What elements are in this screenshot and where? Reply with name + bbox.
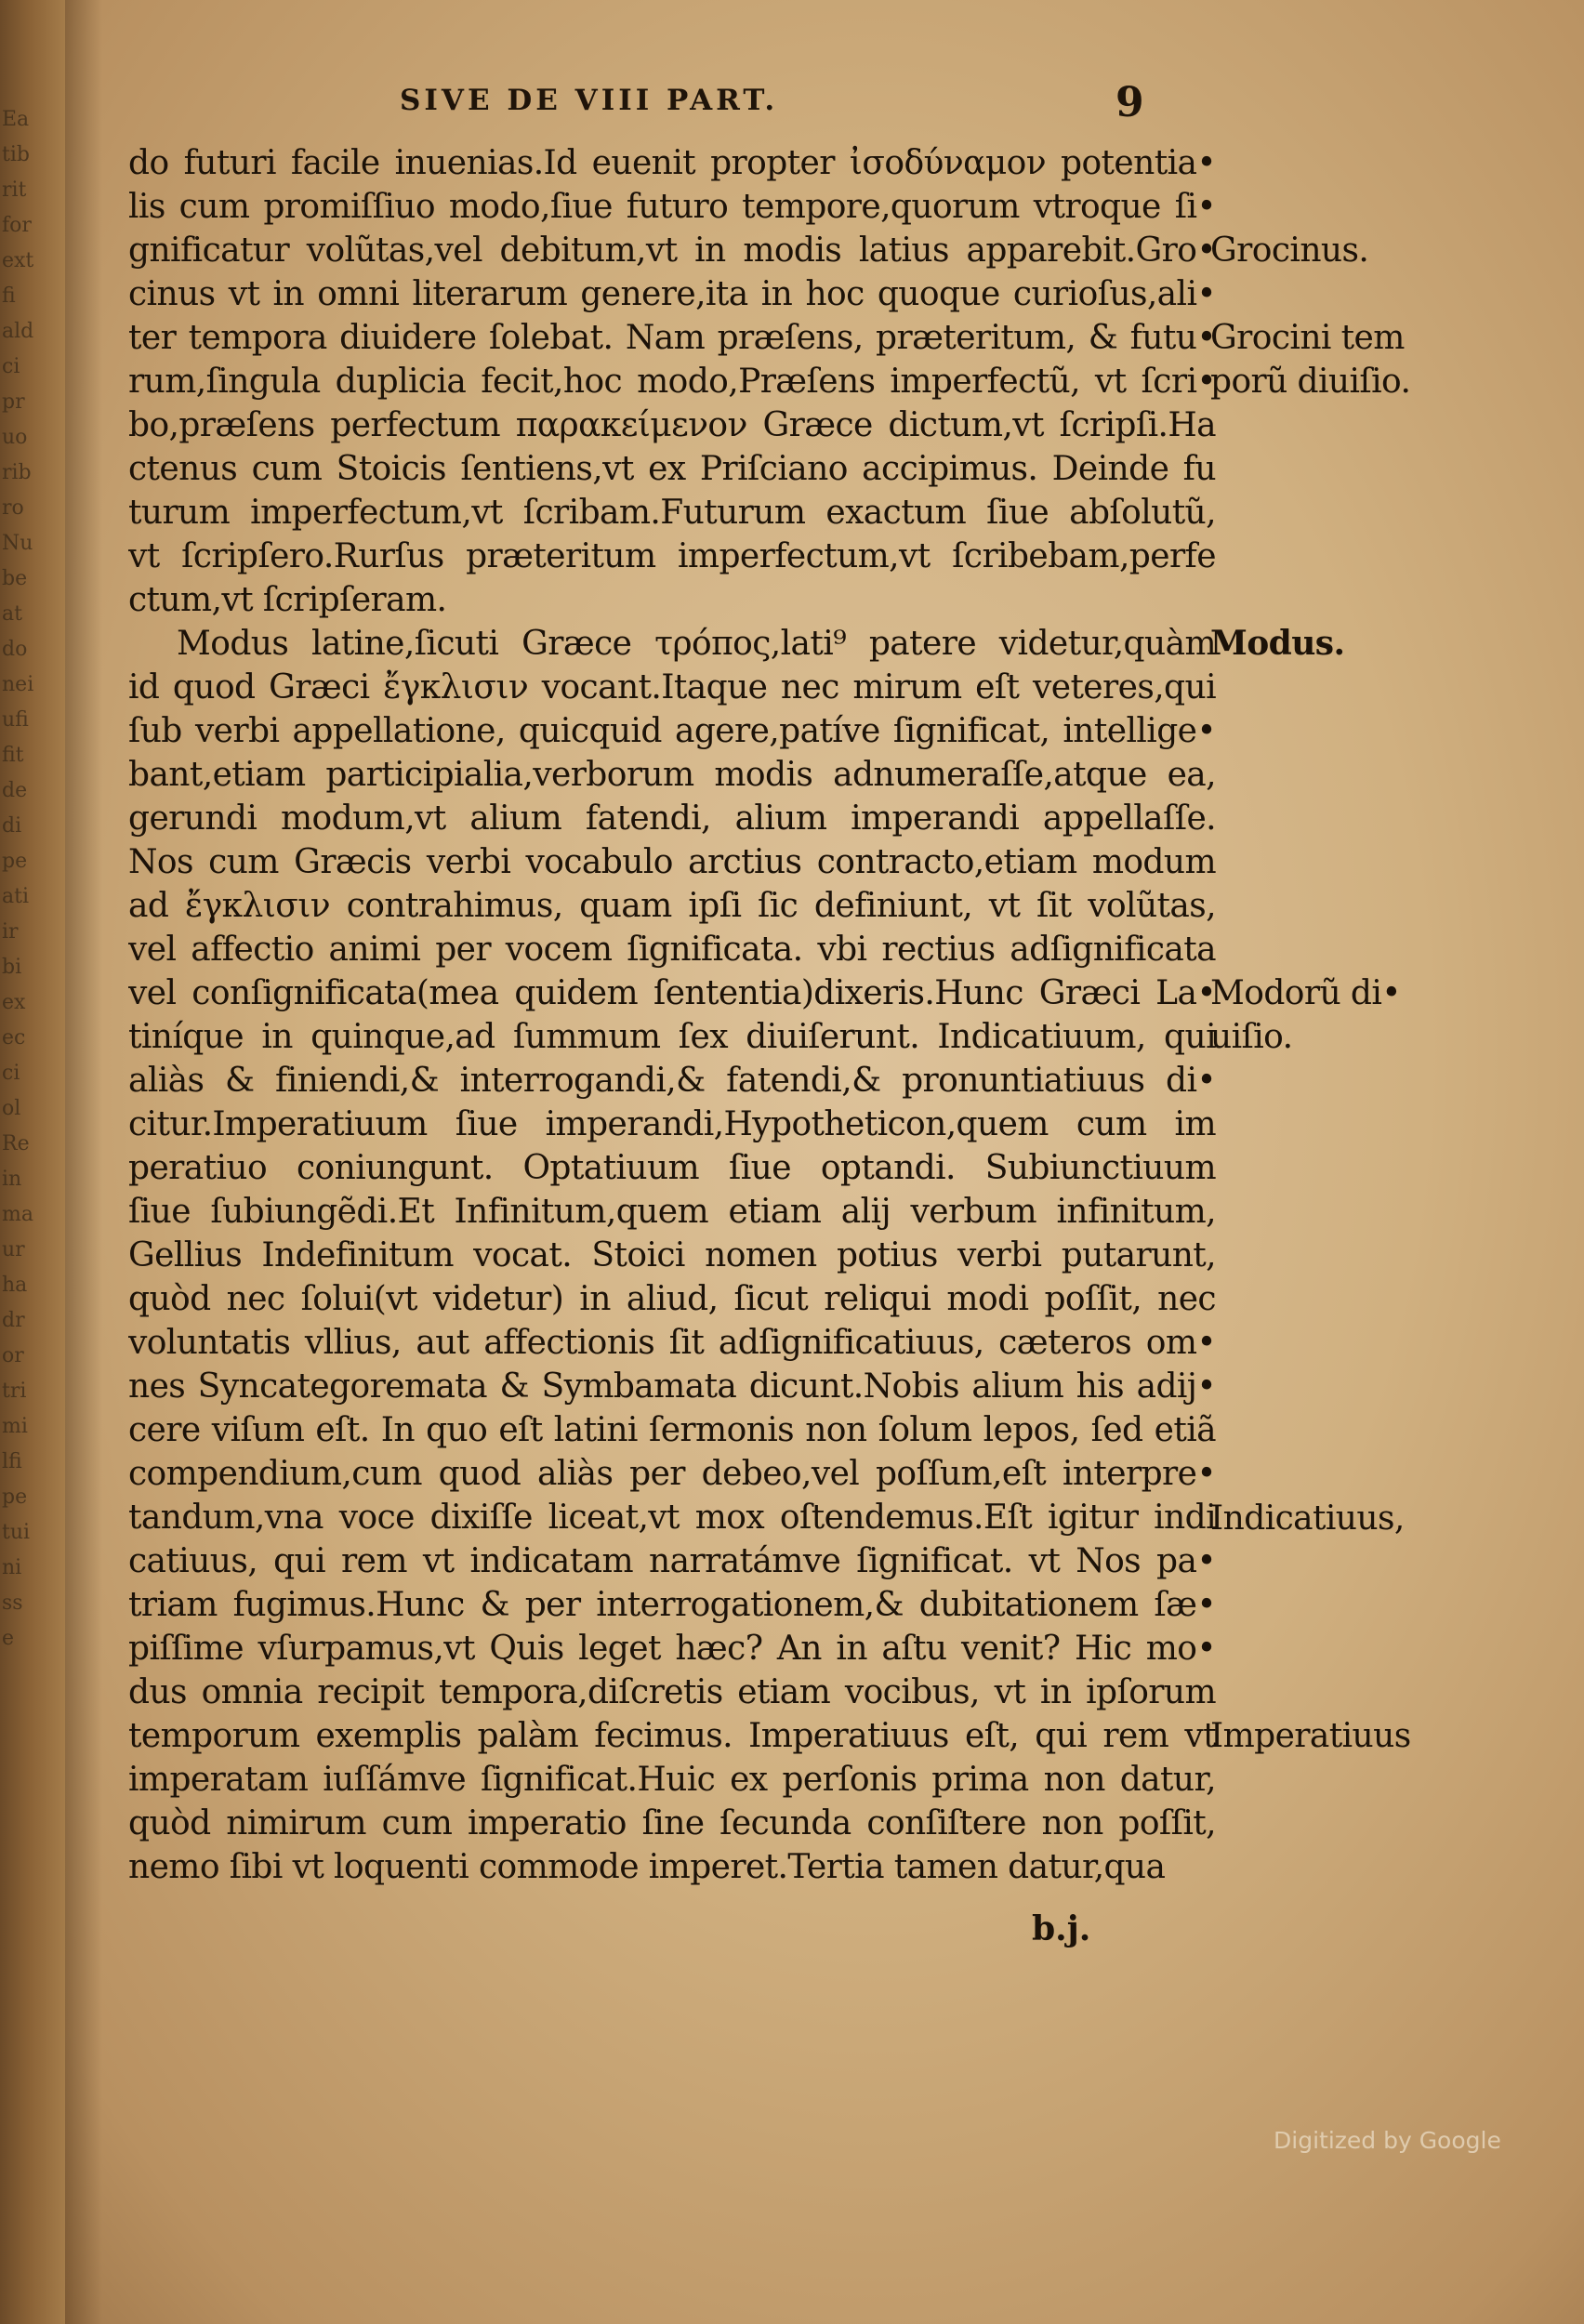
text-line: catiuus, qui rem vt indicatam narratámve ſignificat. vt Nos pa• [128,1542,1216,1580]
bleed-fragment: tib [2,143,30,166]
text-line: dus omnia recipit tempora,diſcretis etiam vocibus, vt in ipſorum [128,1673,1216,1711]
text-line: Modus latine,ſicuti Græce τρόπος,lati⁹ patere videtur,quàm [177,625,1216,663]
bleed-fragment: ufi [2,708,29,732]
bleed-fragment: lfi [2,1450,22,1473]
main-text-block [128,141,1216,1889]
bleed-fragment: ext [2,249,33,272]
text-line: ad ἔγκλισιν contrahimus, quam ipſi ſic definiunt, vt ſit volũtas, [128,887,1216,925]
margin-note-modorum-2: uiſio. [1210,1018,1293,1056]
bleed-fragment: bi [2,956,22,979]
bleed-fragment: Re [2,1132,30,1155]
text-line: vel affectio animi per vocem ſignificata. vbi rectius adſignificata [128,931,1216,969]
bleed-fragment: ol [2,1097,21,1120]
margin-note-imperatiuus: Imperatiuus [1210,1717,1411,1755]
bleed-fragment: tui [2,1521,31,1544]
bleed-fragment: in [2,1168,22,1191]
text-line: nes Syncategoremata & Symbamata dicunt.Nobis alium his adij• [128,1367,1216,1406]
text-line: gnificatur volũtas,vel debitum,vt in modis latius apparebit.Gro• [128,231,1216,270]
text-line: ter tempora diuidere ſolebat. Nam præſens, præteritum, & futu• [128,319,1216,357]
text-line: temporum exemplis palàm fecimus. Imperatiuus eſt, qui rem vt [128,1717,1216,1755]
signature-mark: b.j. [1032,1909,1091,1948]
text-line: imperatam iuſſámve ſignificat.Huic ex perſonis prima non datur, [128,1761,1216,1799]
bleed-fragment: rit [2,178,27,202]
bleed-fragment: pe [2,850,28,873]
bleed-fragment: ir [2,920,19,944]
bleed-fragment: pe [2,1486,28,1509]
text-line: nemo ſibi vt loquenti commode imperet.Tertia tamen datur,qua [128,1848,1166,1886]
margin-note-grocini-temporum-2: porũ diuiſio. [1210,363,1411,401]
bleed-fragment: uo [2,426,28,449]
text-line: cinus vt in omni literarum genere,ita in hoc quoque curioſus,ali• [128,275,1216,313]
gutter-shadow [65,0,102,2324]
bleed-fragment: fit [2,744,24,767]
bleed-fragment: ex [2,991,26,1014]
margin-note-grocini-temporum-1: Grocini tem [1210,319,1405,357]
text-line: gerundi modum,vt alium fatendi, alium imperandi appellaſſe. [128,799,1216,838]
digitization-watermark: Digitized by Google [1274,2127,1501,2154]
margin-note-grocinus: Grocinus. [1210,231,1369,270]
margin-note-indicatiuus: Indicatiuus, [1210,1499,1405,1538]
text-line: Nos cum Græcis verbi vocabulo arctius contracto,etiam modum [128,843,1216,881]
text-line: turum imperfectum,vt ſcribam.Futurum exactum ſiue abſolutũ, [128,494,1216,532]
bleed-fragment: ni [2,1556,22,1579]
bleed-fragment: be [2,567,28,590]
text-line: do futuri facile inuenias.Id euenit propter ἰσοδύναμον potentia• [128,144,1216,182]
bleed-fragment: dr [2,1309,25,1332]
text-line: bo,præſens perfectum παρακείμενον Græce dictum,vt ſcripſi.Ha [128,406,1216,444]
text-line: triam fugimus.Hunc & per interrogationem,& dubitationem ſæ• [128,1586,1216,1624]
bleed-fragment: Nu [2,532,33,555]
bleed-fragment: ro [2,496,24,520]
bleed-fragment: or [2,1344,24,1367]
text-line: compendium,cum quod aliàs per debeo,vel poſſum,eſt interpre• [128,1455,1216,1493]
bleed-fragment: ati [2,885,29,908]
text-line: Gellius Indefinitum vocat. Stoici nomen potius verbi putarunt, [128,1236,1216,1274]
bleed-fragment: pr [2,390,25,414]
text-line: quòd nec ſolui(vt videtur) in aliud, ſicut reliqui modi poſſit, nec [128,1280,1216,1318]
bleed-fragment: tri [2,1380,27,1403]
bleed-fragment: ur [2,1238,25,1261]
text-line: tandum,vna voce dixiſſe liceat,vt mox oſtendemus.Eſt igitur indi [128,1499,1216,1537]
bleed-fragment: rib [2,461,32,484]
text-line: voluntatis vllius, aut affectionis ſit adſignificatiuus, cæteros om• [128,1324,1216,1362]
text-line: ſiue ſubiungẽdi.Et Infinitum,quem etiam alij verbum infinitum, [128,1193,1216,1231]
bleed-fragment: e [2,1627,15,1650]
bleed-fragment: ald [2,320,33,343]
bleed-fragment: ci [2,1062,20,1085]
text-line: quòd nimirum cum imperatio ſine ſecunda conſiſtere non poſſit, [128,1804,1216,1842]
bleed-fragment: ma [2,1203,33,1226]
text-line: id quod Græci ἔγκλισιν vocant.Itaque nec mirum eſt veteres,qui [128,668,1216,706]
text-line: vel conſignificata(mea quidem ſententia)dixeris.Hunc Græci La• [128,974,1216,1012]
bleed-fragment: mi [2,1415,28,1438]
text-line: ctum,vt ſcripſeram. [128,581,447,619]
bleed-fragment: at [2,602,22,626]
bleed-fragment: do [2,638,28,661]
text-line: aliàs & finiendi,& interrogandi,& fatendi,& pronuntiatiuus di• [128,1062,1216,1100]
text-line: rum,ſingula duplicia fecit,hoc modo,Præſens imperfectũ, vt ſcri• [128,363,1216,401]
bleed-fragment: ha [2,1274,28,1297]
margin-note-modorum-1: Modorũ di• [1210,974,1401,1012]
bleed-fragment: di [2,814,22,838]
text-line: cere viſum eſt. In quo eſt latini ſermonis non ſolum lepos, ſed etiã [128,1411,1216,1449]
bleed-fragment: de [2,779,28,802]
page-number: 9 [1115,79,1144,126]
text-line: tiníque in quinque,ad ſummum ſex diuiſerunt. Indicatiuum, qui [128,1018,1216,1056]
text-line: ſub verbi appellatione, quicquid agere,patíve ſignificat, intellige• [128,712,1216,750]
bleed-fragment: ss [2,1591,23,1615]
bleed-fragment: fi [2,284,16,308]
margin-note-modus: Modus. [1210,624,1345,663]
bleed-fragment: ec [2,1026,26,1050]
text-line: ctenus cum Stoicis ſentiens,vt ex Priſciano accipimus. Deinde fu [128,450,1216,488]
text-line: peratiuo coniungunt. Optatiuum ſiue optandi. Subiunctiuum [128,1149,1216,1187]
bleed-fragment: Ea [2,108,30,131]
bleed-fragment: nei [2,673,33,696]
text-line: citur.Imperatiuum ſiue imperandi,Hypotheticon,quem cum im [128,1105,1216,1143]
text-line: bant,etiam participialia,verborum modis adnumeraſſe,atque ea, [128,756,1216,794]
text-line: lis cum promiſſiuo modo,ſiue futuro tempore,quorum vtroque ſi• [128,188,1216,226]
text-line: vt ſcripſero.Rurſus præteritum imperfectum,vt ſcribebam,perfe [128,537,1216,575]
text-line: piſſime vſurpamus,vt Quis leget hæc? An in aſtu venit? Hic mo• [128,1630,1216,1668]
bleed-fragment: for [2,214,32,237]
bleed-fragment: ci [2,355,20,378]
facing-page-bleed-through [2,102,33,1657]
running-head: SIVE DE VIII PART. [400,84,779,117]
